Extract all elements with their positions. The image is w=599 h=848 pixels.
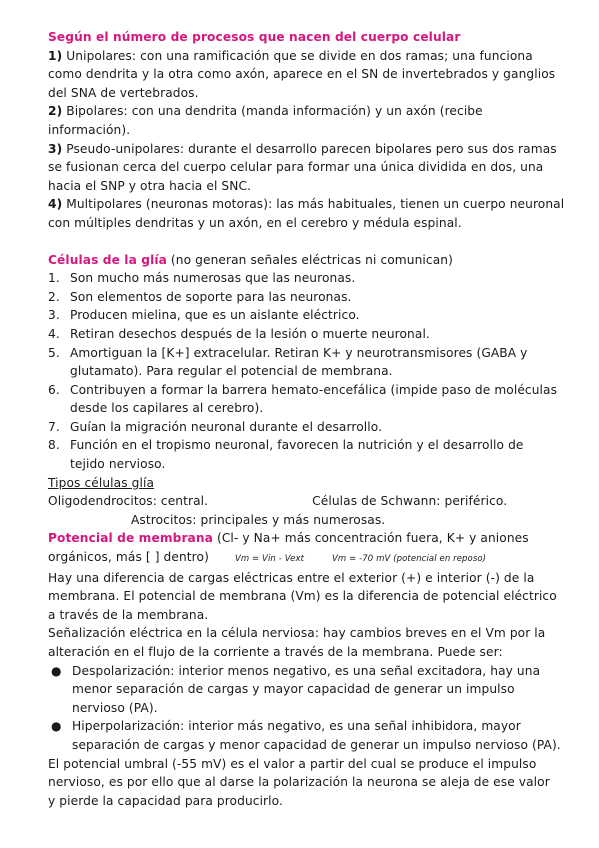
astrocitos-text: Astrocitos: principales y más numerosas. <box>131 512 386 527</box>
text-line: desde los capilares al cerebro). <box>70 401 264 416</box>
list-item <box>48 306 568 325</box>
text-line: Producen mielina, que es un aislante eléctrico. <box>70 308 360 323</box>
list-item <box>48 325 568 344</box>
text-line: glutamato). Para regular el potencial de membrana. <box>70 364 393 379</box>
potencial-heading-note: (Cl- y Na+ más concentración fuera, K+ y aniones <box>212 531 529 546</box>
item-number: 6. <box>48 382 60 397</box>
section-heading-glia <box>48 251 568 270</box>
item-number: 1) <box>48 48 63 63</box>
item-unipolares <box>48 47 568 66</box>
list-item <box>48 288 568 307</box>
item-bipolares <box>48 102 568 121</box>
text-line: Despolarización: interior menos negativo, es una señal excitadora, hay una <box>72 663 541 678</box>
item-number: 3. <box>48 308 60 323</box>
text-line: El potencial umbral (-55 mV) es el valor a partir del cual se produce el impulso <box>48 756 537 771</box>
item-number: 2) <box>48 104 63 119</box>
text-line: Amortiguan la [K+] extracelular. Retiran K+ y neurotransmisores (GABA y <box>70 345 528 360</box>
formula-reposo: Vm = -70 mV (potencial en reposo) <box>332 554 487 565</box>
text-line: Unipolares: con una ramificación que se divide en dos ramas; una funciona <box>62 48 533 63</box>
tipos-glia-label: Tipos células glía <box>48 475 155 490</box>
text-line: membrana. El potencial de membrana (Vm) es la diferencia de potencial eléctrico <box>48 589 557 604</box>
bullet-list <box>48 662 568 755</box>
item-number: 8. <box>48 438 60 453</box>
potencial-line2 <box>48 548 568 569</box>
text-line: Hay una diferencia de cargas eléctricas entre el exterior (+) e interior (-) de la <box>48 570 535 585</box>
item-pseudo-unipolares <box>48 140 568 159</box>
text-line: orgánicos, más [ ] dentro) <box>48 550 209 565</box>
text-line: como dendrita y la otra como axón, aparece en el SN de invertebrados y ganglios <box>48 67 556 82</box>
text-line: del SNA de vertebrados. <box>48 85 199 100</box>
text-line: menor separación de cargas y mayor capacidad de generar un impulso <box>72 682 515 697</box>
text-line: tejido nervioso. <box>70 457 166 472</box>
text-line: Multipolares (neuronas motoras): las más habituales, tienen un cuerpo neuronal <box>62 197 565 212</box>
potencial-heading: Potencial de membrana <box>48 531 213 546</box>
item-number: 4. <box>48 326 60 341</box>
item-number: 2. <box>48 289 60 304</box>
text-line: separación de cargas y menor capacidad de generar un impulso nervioso (PA). <box>72 737 561 752</box>
document-page <box>48 28 568 810</box>
bullet-item <box>48 717 568 754</box>
text-line: nervioso (PA). <box>72 700 158 715</box>
list-item <box>48 269 568 288</box>
text-line: Hiperpolarización: interior más negativo, es una señal inhibidora, mayor <box>72 719 521 734</box>
section-heading-procesos: Según el número de procesos que nacen del cuerpo celular <box>48 30 461 44</box>
text-line: Contribuyen a formar la barrera hemato-encefálica (impide paso de moléculas <box>70 382 558 397</box>
text-line: con múltiples dendritas y un axón, en el cerebro y médula espinal. <box>48 215 462 230</box>
text-line: Función en el tropismo neuronal, favorecen la nutrición y el desarrollo de <box>70 438 524 453</box>
formula-vm: Vm = Vin - Vext <box>234 554 305 565</box>
list-item <box>48 418 568 437</box>
schwann-text: Células de Schwann: periférico. <box>312 494 508 509</box>
item-number: 7. <box>48 419 60 434</box>
text-line: nervioso, es por ello que al darse la polarización la neurona se aleja de ese valor <box>48 775 550 790</box>
text-line: Bipolares: con una dendrita (manda información) y un axón (recibe <box>62 104 483 119</box>
item-number: 1. <box>48 271 60 286</box>
item-number: 3) <box>48 141 63 156</box>
glia-list <box>48 269 568 474</box>
tipos-glia-title <box>48 474 568 493</box>
text-line: Son elementos de soporte para las neuronas. <box>70 289 352 304</box>
text-line: a través de la membrana. <box>48 607 209 622</box>
text-line: alteración en el flujo de la corriente a través de la membrana. Puede ser: <box>48 645 503 659</box>
text-line: se fusionan cerca del cuerpo celular para formar una única dividida en dos, una <box>48 160 544 175</box>
item-number: 5. <box>48 345 60 360</box>
list-item <box>48 436 568 473</box>
glia-heading: Células de la glía <box>48 252 167 267</box>
glia-heading-note: (no generan señales eléctricas ni comunican) <box>166 252 453 267</box>
item-multipolares <box>48 195 568 214</box>
tipos-glia-row <box>48 492 568 511</box>
text-line: información). <box>48 122 131 137</box>
text-line: Señalización eléctrica en la célula nerviosa: hay cambios breves en el Vm por la <box>48 626 546 641</box>
bullet-item <box>48 662 568 718</box>
text-line: Retiran desechos después de la lesión o muerte neuronal. <box>70 326 430 341</box>
text-line: Pseudo-unipolares: durante el desarrollo parecen bipolares pero sus dos ramas <box>62 141 557 156</box>
text-line: Son mucho más numerosas que las neuronas. <box>70 271 356 286</box>
oligodendrocitos-text: Oligodendrocitos: central. <box>48 494 209 509</box>
list-item <box>48 344 568 381</box>
section-heading-potencial <box>48 529 568 548</box>
text-line: hacia el SNP y otra hacia el SNC. <box>48 178 252 193</box>
bullet-icon: ● <box>51 719 62 734</box>
text-line: y pierde la capacidad para producirlo. <box>48 793 283 808</box>
text-line: Guían la migración neuronal durante el desarrollo. <box>70 419 383 434</box>
item-number: 4) <box>48 197 63 212</box>
list-item <box>48 381 568 418</box>
bullet-icon: ● <box>51 663 62 678</box>
